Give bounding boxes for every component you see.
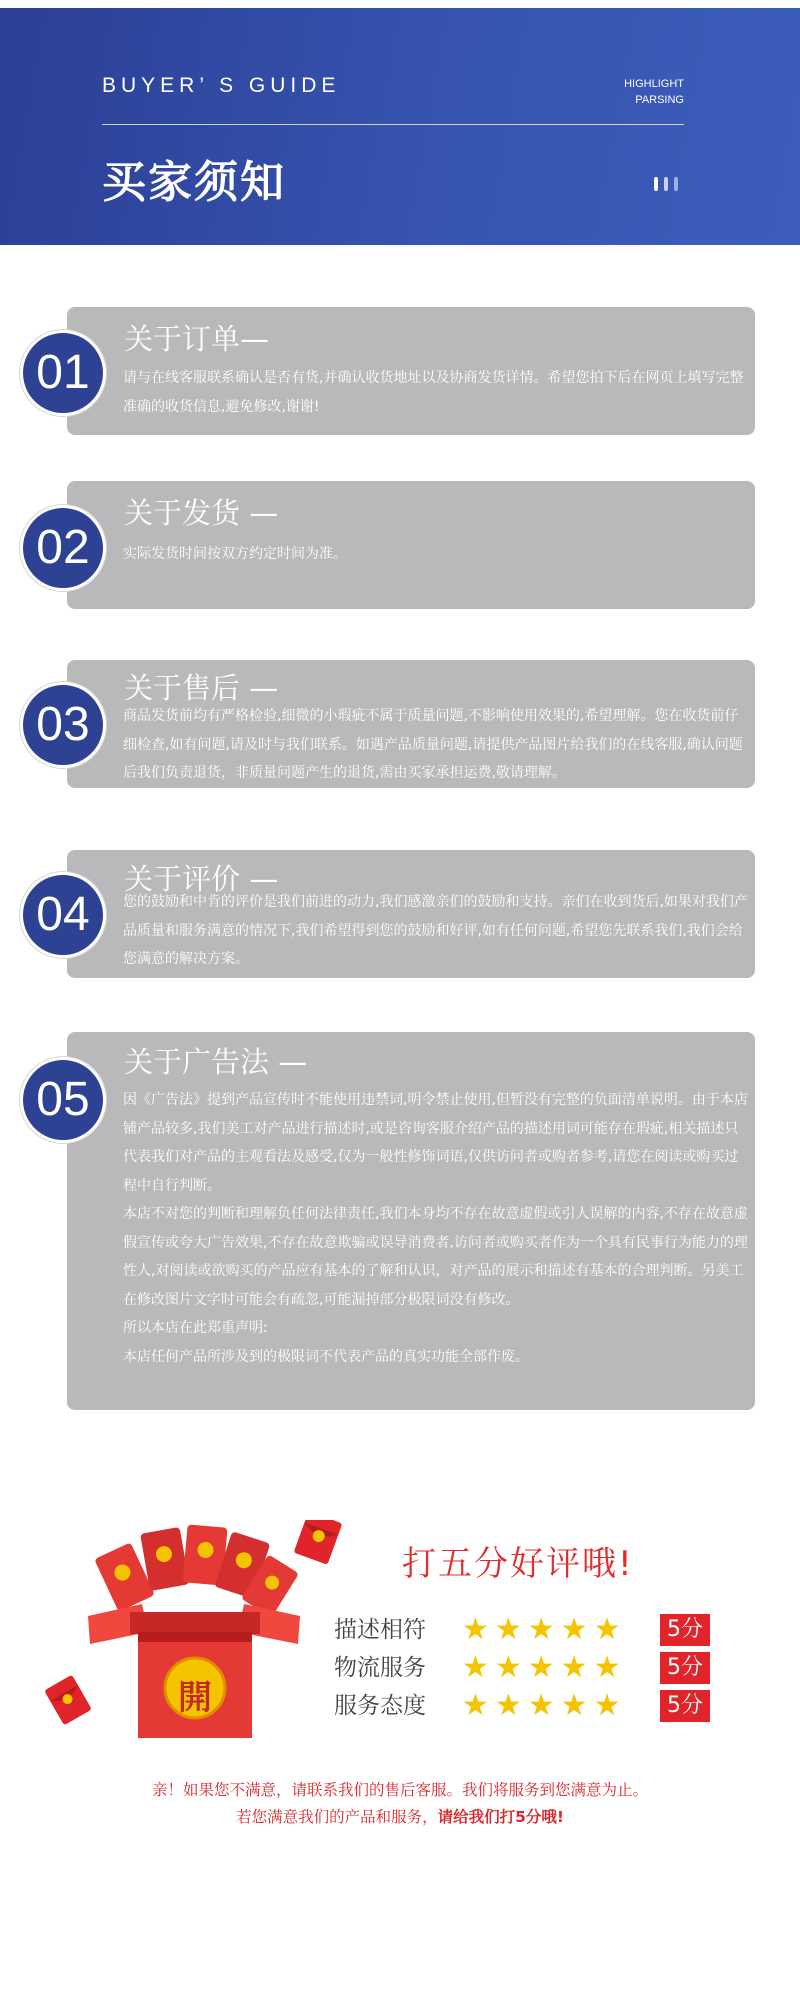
section-body: [123, 1086, 751, 1371]
section-shipping: [0, 481, 800, 611]
rating-label: 描述相符: [334, 1617, 426, 1643]
section-body: [123, 702, 751, 788]
rating-row: [334, 1612, 714, 1648]
section-after-sales: [0, 660, 800, 790]
section-paragraph: 本店任何产品所涉及到的极限词不代表产品的真实功能全部作废。: [123, 1348, 529, 1365]
footer-request-bold: 请给我们打5分哦!: [437, 1808, 564, 1826]
section-body: [123, 364, 751, 421]
section-paragraph: 商品发货前均有严格检验,细微的小瑕疵不属于质量问题,不影响使用效果的,希望理解。您在收货前仔细检查,如有问题,请及时与我们联系。如遇产品质量问题,请提供产品图片给我们的在线客服,确认问题后我们负责退货，非质量问题产生的退货,需由买家承担运费,敬请理解。: [123, 708, 743, 781]
section-paragraph: 实际发货时间按双方约定时间为准。: [123, 546, 347, 562]
five-star-rating-icon: ★★★★★: [462, 1650, 627, 1685]
rating-label: 服务态度: [334, 1693, 426, 1719]
section-paragraph: 您的鼓励和中肯的评价是我们前进的动力,我们感激亲们的鼓励和支持。亲们在收到货后,如果对我们产品质量和服务满意的情况下,我们希望得到您的鼓励和好评,如有任何问题,希望您先联系我们,我们会给您满意的解决方案。: [123, 894, 748, 967]
rating-score-badge: 5分: [660, 1652, 710, 1684]
section-body: [123, 540, 751, 569]
rating-row: [334, 1650, 714, 1686]
illustration-open-character: 開: [178, 1678, 212, 1718]
section-title: 关于发货 —: [124, 496, 279, 530]
section-paragraph: 因《广告法》提到产品宣传时不能使用违禁词,明令禁止使用,但暂没有完整的负面清单说明。由于本店铺产品较多,我们美工对产品进行描述时,或是咨询客服介绍产品的描述用词可能存在瑕疵,相关描述只代表我们对产品的主观看法及感受,仅为一般性修饰词语,仅供访问者或购者参考,请您在阅读或购买过程中自行判断。: [123, 1092, 748, 1194]
section-review: [0, 850, 800, 980]
section-paragraph: 请与在线客服联系确认是否有货,并确认收货地址以及协商发货详情。希望您拍下后在网页上填写完整准确的收货信息,避免修改,谢谢!: [123, 370, 744, 415]
section-number-badge: 03: [20, 682, 106, 768]
section-title: 关于订单—: [124, 322, 270, 356]
section-number-badge: 05: [20, 1057, 106, 1143]
section-body: [123, 888, 751, 974]
section-title: 关于售后 —: [124, 671, 279, 705]
five-star-rating-icon: ★★★★★: [462, 1688, 627, 1723]
header-highlight-label: [624, 76, 684, 108]
section-title: 关于广告法 —: [124, 1045, 308, 1079]
header-divider: [102, 124, 684, 125]
footer-request-text: [0, 1805, 800, 1827]
highlight-line-2: PARSING: [635, 94, 684, 106]
footer-request-normal: 若您满意我们的产品和服务，: [236, 1808, 438, 1826]
rating-row: [334, 1688, 714, 1724]
section-paragraph: 所以本店在此郑重声明:: [123, 1320, 268, 1336]
footer-contact-text: 亲！如果您不满意，请联系我们的售后客服。我们将服务到您满意为止。: [151, 1781, 648, 1799]
rating-title: 打五分好评哦!: [402, 1544, 634, 1584]
rating-score-badge: 5分: [660, 1614, 710, 1646]
header-chinese-title: 买家须知: [102, 157, 286, 208]
section-number-badge: 04: [20, 872, 106, 958]
section-number-badge: 02: [20, 505, 106, 591]
five-star-rating-icon: ★★★★★: [462, 1612, 627, 1647]
rating-score-badge: 5分: [660, 1690, 710, 1722]
decor-bars-icon: [654, 176, 688, 192]
section-title: 关于评价 —: [124, 862, 279, 896]
highlight-line-1: HIGHLIGHT: [624, 78, 684, 90]
section-paragraph: 本店不对您的判断和理解负任何法律责任,我们本身均不存在故意虚假或引人误解的内容,不存在故意虚假宣传或夸大广告效果,不存在故意欺骗或误导消费者,访问者或购买者作为一个具有民事行为能力的理性人,对阅读或欲购买的产品应有基本的了解和认识，对产品的展示和描述有基本的合理判断。另美工在修改图片文字时可能会有疏忽,可能漏掉部分极限词没有修改。: [123, 1206, 748, 1308]
section-order: [0, 307, 800, 437]
rating-label: 物流服务: [334, 1655, 426, 1681]
header-english-title: BUYER’ S GUIDE: [102, 74, 341, 97]
header-banner: [0, 8, 800, 245]
section-number-badge: 01: [20, 330, 106, 416]
section-advertising-law: [0, 1032, 800, 1412]
